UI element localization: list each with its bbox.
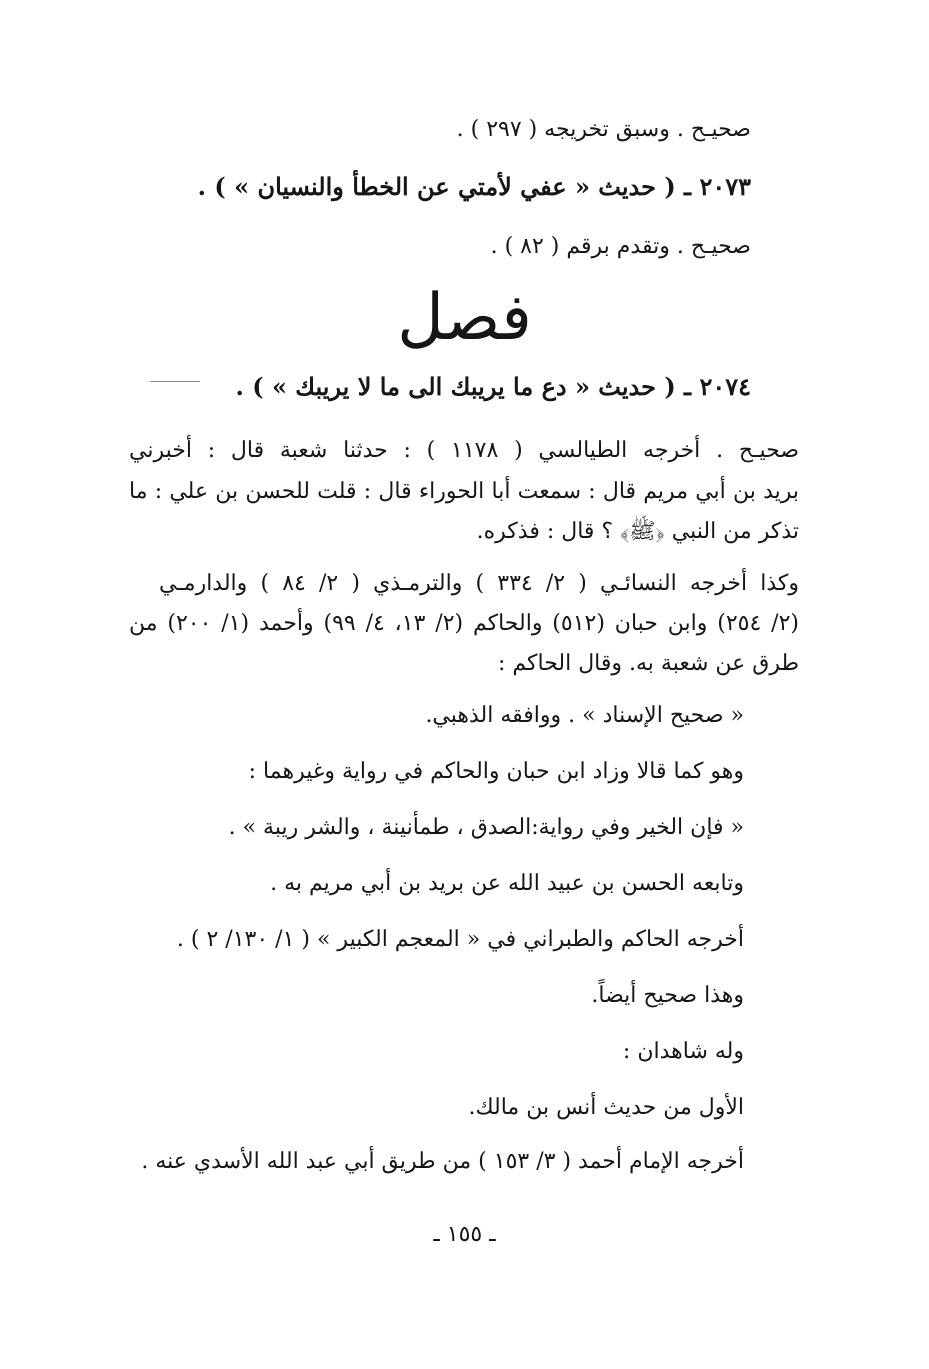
text-line-3: صحيـح . وتقدم برقم ( ٨٢ ) . xyxy=(490,234,751,259)
text-line-1: صحيـح . وسبق تخريجه ( ٢٩٧ ) . xyxy=(456,117,751,142)
text-line-6: بريد بن أبي مريم قال : سمعت أبا الحوراء قال : قلت للحسن بن علي : ما xyxy=(129,479,799,504)
text-line-10: طرق عن شعبة به. وقال الحاكم : xyxy=(497,651,799,676)
hadith-2074-line: ٢٠٧٤ ـ ( حديث « دع ما يريبك الى ما لا يريبك » ) . xyxy=(235,372,751,401)
text-line-5: صحيـح . أخرجه الطيالسي ( ١١٧٨ ) : حدثنا شعبة قال : أخبرني xyxy=(129,438,799,463)
hadith-2073-line: ٢٠٧٣ ـ ( حديث « عفي لأمتي عن الخطأ والنسيان » ) . xyxy=(197,172,751,201)
text-line-17: وله شاهدان : xyxy=(622,1039,744,1064)
text-line-11: « صحيح الإسناد » . ووافقه الذهبي. xyxy=(425,703,744,728)
text-line-14: وتابعه الحسن بن عبيد الله عن بريد بن أبي مريم به . xyxy=(270,871,744,896)
page-number: ـ ١٥٥ ـ xyxy=(433,1222,496,1247)
text-line-18: الأول من حديث أنس بن مالك. xyxy=(468,1095,744,1120)
decorative-dash xyxy=(150,381,200,382)
text-line-13: « فإن الخير وفي رواية:الصدق ، طمأنينة ، والشر ريبة » . xyxy=(228,815,744,840)
text-line-9: (٢/ ٢٥٤) وابن حبان (٥١٢) والحاكم (٢/ ١٣، ٤/ ٩٩) وأحمد (١/ ٢٠٠) من xyxy=(129,611,799,636)
text-line-8: وكذا أخرجه النسائـي ( ٢/ ٣٣٤ ) والترمـذي ( ٢/ ٨٤ ) والدارمـي xyxy=(159,571,800,596)
text-line-12: وهو كما قالا وزاد ابن حبان والحاكم في رواية وغيرهما : xyxy=(248,759,744,784)
text-line-19: أخرجه الإمام أحمد ( ٣/ ١٥٣ ) من طريق أبي عبد الله الأسدي عنه . xyxy=(141,1149,744,1174)
text-line-7: تذكر من النبي ﴿ﷺ﴾ ؟ قال : فذكره. xyxy=(476,519,799,544)
text-line-15: أخرجه الحاكم والطبراني في « المعجم الكبير » ( ١/ ١٣٠/ ٢ ) . xyxy=(176,927,744,952)
section-heading: فصل xyxy=(397,281,532,355)
text-line-16: وهذا صحيح أيضاً. xyxy=(591,983,744,1008)
